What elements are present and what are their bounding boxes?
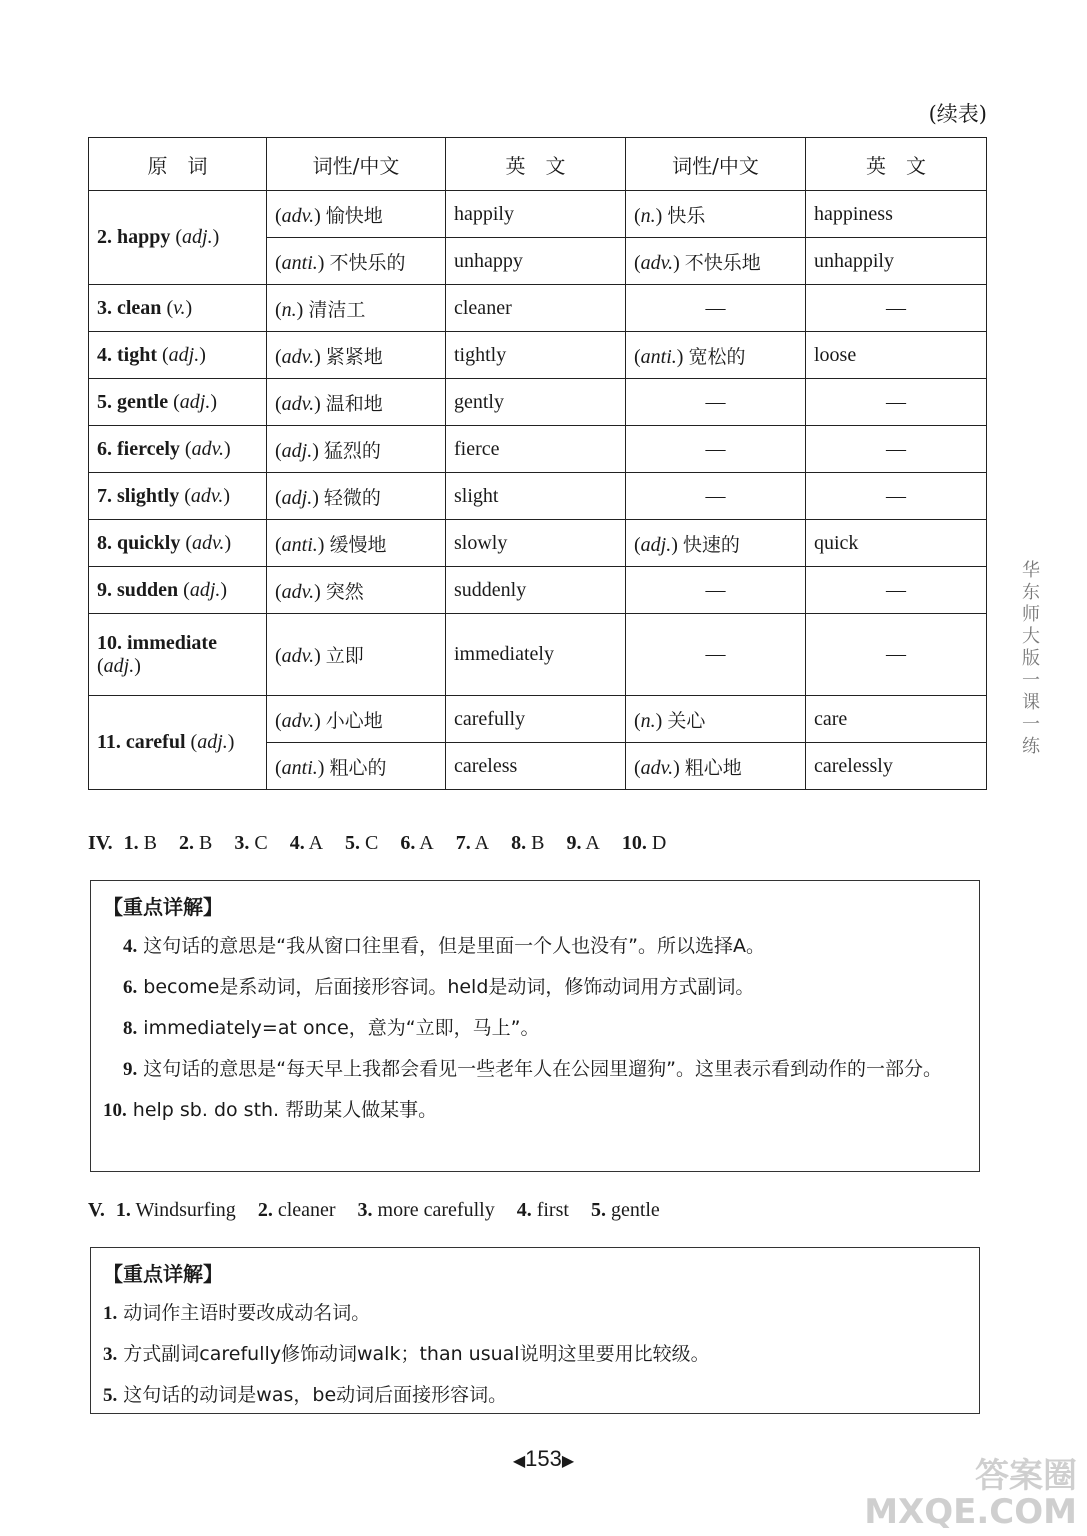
derived-pos-cell: (adv.) 紧紧地 <box>267 332 446 379</box>
word-cell: 7. slightly (adv.) <box>89 473 267 520</box>
word-text: 3. clean <box>97 296 162 319</box>
word-text: 6. fiercely <box>97 437 180 460</box>
answer-item <box>591 1199 660 1221</box>
answer-value: A <box>474 832 490 854</box>
chinese-meaning: 轻微的 <box>323 486 381 509</box>
answer-value: A <box>308 832 324 854</box>
answer-number: 4. <box>516 1199 532 1221</box>
continued-label: (续表) <box>928 102 987 126</box>
answer-number: 2. <box>179 832 194 854</box>
table-row <box>89 285 987 332</box>
explanation-line <box>103 1334 967 1375</box>
answer-item <box>400 832 433 854</box>
word-pos: v. <box>173 296 186 319</box>
word-pos: adj. <box>189 578 221 601</box>
derived-pos-cell: (anti.) 宽松的 <box>626 332 806 379</box>
arrow-right-icon: ▶ <box>561 1453 575 1470</box>
pos-label: n. <box>640 204 656 227</box>
empty-cell: — <box>806 285 987 332</box>
pos-label: anti. <box>281 756 318 779</box>
answer-value: Windsurfing <box>135 1199 236 1221</box>
answer-value: A <box>419 832 434 854</box>
word-text: 8. quickly <box>97 531 181 554</box>
answer-value: D <box>651 832 667 854</box>
answer-value: B <box>531 832 545 854</box>
header-cell: 原 词 <box>89 138 267 191</box>
pos-label: n. <box>281 298 297 321</box>
note-number: 6. <box>123 977 138 998</box>
pos-label: adv. <box>281 645 315 667</box>
answer-number: 4. <box>289 832 305 854</box>
word-pos: adv. <box>191 437 224 460</box>
table-row <box>89 191 987 238</box>
word-text: 5. gentle <box>97 390 169 413</box>
section-v-label: V. <box>88 1199 105 1221</box>
table-body <box>89 191 987 790</box>
english-cell: loose <box>806 332 987 379</box>
answer-item <box>124 832 157 854</box>
word-text: 4. tight <box>97 343 157 366</box>
chinese-meaning: 缓慢地 <box>329 533 387 556</box>
answer-value: first <box>536 1199 569 1221</box>
header-cell: 英 文 <box>806 138 987 191</box>
chinese-meaning: 清洁工 <box>308 298 366 321</box>
empty-cell: — <box>626 426 806 473</box>
word-pos: adj. <box>182 226 213 248</box>
chinese-meaning: 不快乐地 <box>684 251 761 274</box>
table-row <box>89 567 987 614</box>
english-cell: care <box>806 696 987 743</box>
arrow-left-icon: ◀ <box>512 1453 526 1470</box>
table-row <box>89 379 987 426</box>
chinese-meaning: 不快乐的 <box>329 251 406 274</box>
chinese-meaning: 快乐 <box>667 204 706 227</box>
note-text: 这句话的意思是“每天早上我都会看见一些老年人在公园里遛狗”。这里表示看到动作的一部分。 <box>143 1058 942 1080</box>
answer-item <box>234 832 267 854</box>
word-pos: adv. <box>190 484 224 507</box>
note-number: 3. <box>103 1344 118 1365</box>
answer-item <box>456 832 489 854</box>
explanation-line <box>103 967 967 1008</box>
word-cell: 11. careful (adj.) <box>89 696 267 790</box>
word-pos: adj. <box>197 731 228 753</box>
empty-cell: — <box>806 426 987 473</box>
answer-number: 9. <box>566 832 582 854</box>
pos-label: adv. <box>640 251 674 274</box>
derived-pos-cell: (adv.) 立即 <box>267 614 446 696</box>
note-text: immediately=at once，意为“立即，马上”。 <box>143 1017 540 1039</box>
section-v-explanation-box <box>90 1247 980 1414</box>
derived-pos-cell: (adv.) 不快乐地 <box>626 238 806 285</box>
answer-number: 7. <box>455 832 471 854</box>
english-cell: suddenly <box>446 567 626 614</box>
note-text: 方式副词carefully修饰动词walk；than usual说明这里要用比较级。 <box>123 1343 710 1365</box>
pos-label: adv. <box>281 709 315 732</box>
answer-value: B <box>143 832 157 854</box>
english-cell: slight <box>446 473 626 520</box>
chinese-meaning: 粗心地 <box>684 756 742 779</box>
chinese-meaning: 愉快地 <box>325 204 383 227</box>
empty-cell: — <box>626 614 806 696</box>
pos-label: n. <box>640 709 656 732</box>
answer-value: B <box>199 832 213 854</box>
pos-label: adj. <box>281 439 313 462</box>
section-iv-answers <box>88 832 688 855</box>
table-header-row <box>89 138 987 191</box>
derived-pos-cell: (n.) 清洁工 <box>267 285 446 332</box>
header-cell: 词性/中文 <box>267 138 446 191</box>
word-text: 10. immediate <box>97 631 217 654</box>
answer-number: 8. <box>511 832 527 854</box>
empty-cell: — <box>626 473 806 520</box>
pos-label: adj. <box>640 533 672 556</box>
section-iv-label: IV. <box>88 832 113 854</box>
english-cell: fierce <box>446 426 626 473</box>
header-cell: 词性/中文 <box>626 138 806 191</box>
derived-pos-cell: (adj.) 轻微的 <box>267 473 446 520</box>
explanation-line <box>103 926 967 967</box>
answer-item <box>258 1199 336 1221</box>
answer-item <box>358 1199 495 1221</box>
derived-pos-cell: (n.) 关心 <box>626 696 806 743</box>
note-text: 这句话的动词是was，be动词后面接形容词。 <box>123 1384 508 1406</box>
answer-item <box>290 832 323 854</box>
derived-pos-cell: (adv.) 突然 <box>267 567 446 614</box>
english-cell: carelessly <box>806 743 987 790</box>
derived-pos-cell: (adj.) 猛烈的 <box>267 426 446 473</box>
answer-item <box>566 832 599 854</box>
table-row <box>89 696 987 743</box>
chinese-meaning: 关心 <box>667 709 706 732</box>
pos-label: anti. <box>281 251 318 274</box>
vocabulary-table <box>88 137 987 790</box>
word-cell: 9. sudden (adj.) <box>89 567 267 614</box>
word-text: 9. sudden <box>97 578 179 601</box>
note-text: help sb. do sth. 帮助某人做某事。 <box>132 1099 438 1121</box>
chinese-meaning: 猛烈的 <box>323 439 381 462</box>
answer-number: 2. <box>257 1199 273 1221</box>
word-cell: 4. tight (adj.) <box>89 332 267 379</box>
answer-number: 3. <box>357 1199 373 1221</box>
empty-cell: — <box>806 473 987 520</box>
answer-item <box>116 1199 236 1221</box>
chinese-meaning: 温和地 <box>325 392 383 415</box>
answer-value: C <box>254 832 268 854</box>
table-row <box>89 426 987 473</box>
note-text: 动词作主语时要改成动名词。 <box>123 1302 371 1324</box>
derived-pos-cell: (adv.) 愉快地 <box>267 191 446 238</box>
english-cell: unhappily <box>806 238 987 285</box>
english-cell: immediately <box>446 614 626 696</box>
english-cell: slowly <box>446 520 626 567</box>
word-text: 11. careful <box>97 731 186 753</box>
derived-pos-cell: (adv.) 粗心地 <box>626 743 806 790</box>
word-text: 2. happy <box>97 226 171 248</box>
table-row <box>89 332 987 379</box>
word-pos: adj. <box>168 343 200 366</box>
derived-pos-cell: (adv.) 小心地 <box>267 696 446 743</box>
empty-cell: — <box>626 379 806 426</box>
english-cell: gently <box>446 379 626 426</box>
word-cell: 8. quickly (adv.) <box>89 520 267 567</box>
section-iv-explanation-box <box>90 880 980 1172</box>
table-row <box>89 520 987 567</box>
explanation-title: 【重点详解】 <box>103 895 223 919</box>
explanation-line <box>103 1293 967 1334</box>
section-v-answers <box>88 1199 682 1222</box>
word-cell: 10. immediate (adj.) <box>89 614 267 696</box>
answer-number: 10. <box>621 832 647 854</box>
empty-cell: — <box>806 567 987 614</box>
pos-label: adj. <box>281 486 313 509</box>
derived-pos-cell: (anti.) 缓慢地 <box>267 520 446 567</box>
answer-number: 1. <box>115 1199 131 1221</box>
empty-cell: — <box>626 285 806 332</box>
english-cell: quick <box>806 520 987 567</box>
pos-label: adv. <box>281 345 315 368</box>
english-cell: happily <box>446 191 626 238</box>
derived-pos-cell: (anti.) 不快乐的 <box>267 238 446 285</box>
chinese-meaning: 快速的 <box>682 533 740 556</box>
english-cell: careless <box>446 743 626 790</box>
chinese-meaning: 紧紧地 <box>325 345 383 368</box>
note-number: 10. <box>103 1100 127 1121</box>
explanation-title: 【重点详解】 <box>103 1262 223 1286</box>
answer-value: gentle <box>610 1199 660 1221</box>
answer-value: cleaner <box>277 1199 336 1221</box>
word-pos: adj. <box>103 654 135 677</box>
answer-number: 3. <box>234 832 250 854</box>
table-row <box>89 473 987 520</box>
derived-pos-cell: (anti.) 粗心的 <box>267 743 446 790</box>
chinese-meaning: 粗心的 <box>329 756 387 779</box>
answer-item <box>345 832 378 854</box>
pos-label: anti. <box>281 533 318 556</box>
answer-number: 5. <box>590 1199 606 1221</box>
word-cell: 6. fiercely (adv.) <box>89 426 267 473</box>
note-number: 4. <box>123 936 138 957</box>
pos-label: anti. <box>640 345 677 368</box>
answer-item <box>517 1199 569 1221</box>
explanation-line <box>103 1008 967 1049</box>
answer-item <box>511 832 544 854</box>
english-cell: tightly <box>446 332 626 379</box>
explanation-line <box>103 1090 967 1131</box>
empty-cell: — <box>806 614 987 696</box>
word-cell: 2. happy (adj.) <box>89 191 267 285</box>
chinese-meaning: 突然 <box>325 580 364 603</box>
answer-value: A <box>585 832 600 854</box>
page-number-value: 153 <box>525 1446 562 1471</box>
english-cell: carefully <box>446 696 626 743</box>
pos-label: adv. <box>281 392 315 415</box>
pos-label: adv. <box>281 580 315 603</box>
header-cell: 英 文 <box>446 138 626 191</box>
table-row <box>89 614 987 696</box>
english-cell: unhappy <box>446 238 626 285</box>
side-margin-text: 华东师大版一课一练 <box>1019 560 1040 758</box>
answer-value: more carefully <box>377 1199 495 1221</box>
answer-number: 1. <box>123 832 139 854</box>
english-cell: happiness <box>806 191 987 238</box>
note-text: become是系动词，后面接形容词。held是动词，修饰动词用方式副词。 <box>143 976 755 998</box>
note-number: 9. <box>123 1059 138 1080</box>
answer-item <box>622 832 666 854</box>
note-number: 5. <box>103 1385 118 1406</box>
english-cell: cleaner <box>446 285 626 332</box>
chinese-meaning: 小心地 <box>325 709 383 732</box>
pos-label: adv. <box>281 204 315 227</box>
answer-number: 5. <box>345 832 361 854</box>
word-pos: adv. <box>192 531 225 554</box>
derived-pos-cell: (n.) 快乐 <box>626 191 806 238</box>
chinese-meaning: 立即 <box>325 645 364 667</box>
word-cell: 3. clean (v.) <box>89 285 267 332</box>
explanation-line <box>103 1049 967 1090</box>
chinese-meaning: 宽松的 <box>688 345 746 368</box>
empty-cell: — <box>806 379 987 426</box>
answer-value: C <box>365 832 379 854</box>
explanation-line <box>103 1375 967 1416</box>
note-number: 1. <box>103 1303 118 1324</box>
note-text: 这句话的意思是“我从窗口往里看，但是里面一个人也没有”。所以选择A。 <box>143 935 765 957</box>
empty-cell: — <box>626 567 806 614</box>
answer-item <box>179 832 212 854</box>
derived-pos-cell: (adj.) 快速的 <box>626 520 806 567</box>
note-number: 8. <box>123 1018 138 1039</box>
watermark-logo: 答案圈 MXQE.COM <box>864 1456 1077 1532</box>
answer-number: 6. <box>400 832 416 854</box>
word-text: 7. slightly <box>97 484 180 507</box>
word-pos: adj. <box>179 390 211 413</box>
derived-pos-cell: (adv.) 温和地 <box>267 379 446 426</box>
word-cell: 5. gentle (adj.) <box>89 379 267 426</box>
pos-label: adv. <box>640 756 674 779</box>
